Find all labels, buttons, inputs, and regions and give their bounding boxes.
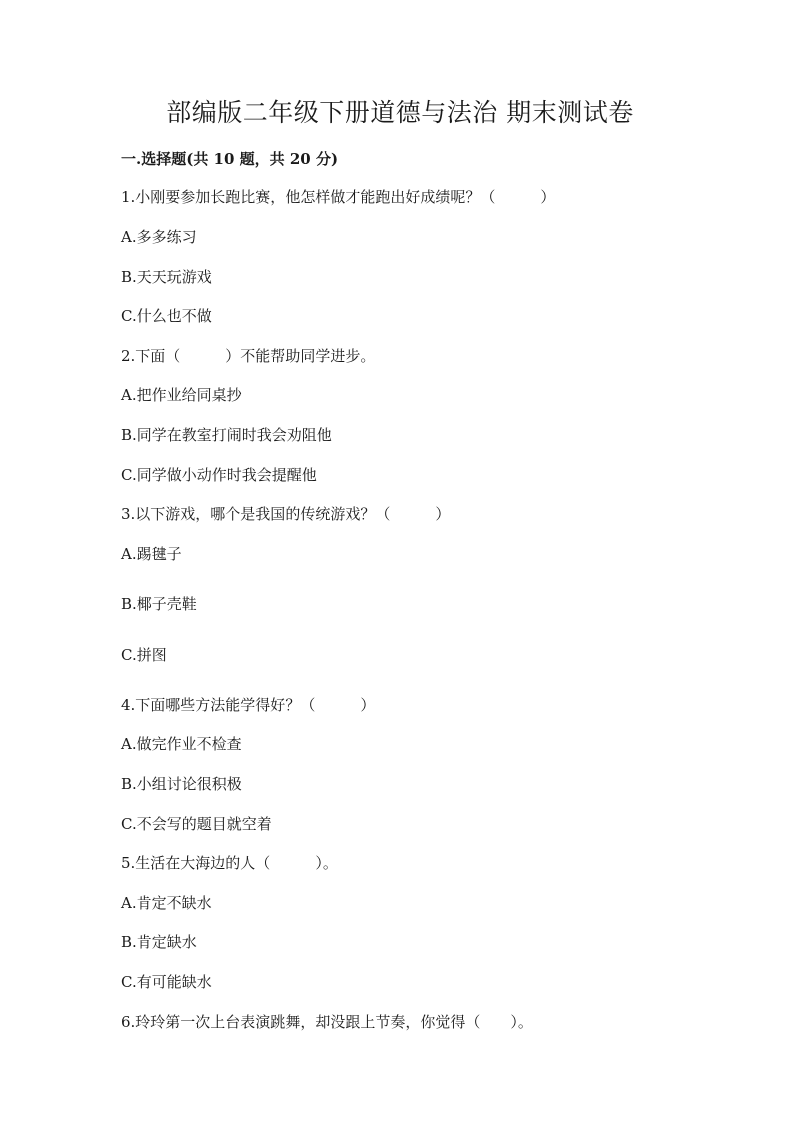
- question-1-option-a: A.多多练习: [121, 228, 197, 246]
- question-2-option-c: C.同学做小动作时我会提醒他: [121, 466, 317, 484]
- question-5-option-c: C.有可能缺水: [121, 973, 212, 991]
- question-3-option-b: B.椰子壳鞋: [121, 595, 197, 613]
- question-4-stem: 4.下面哪些方法能学得好？（ ）: [121, 696, 376, 714]
- question-1-option-c: C.什么也不做: [121, 307, 212, 325]
- question-5-option-a: A.肯定不缺水: [121, 894, 212, 912]
- document-title: 部编版二年级下册道德与法治 期末测试卷: [166, 98, 634, 127]
- question-1-stem: 1.小刚要参加长跑比赛，他怎样做才能跑出好成绩呢？（ ）: [121, 188, 556, 206]
- question-5-stem: 5.生活在大海边的人（ ）。: [121, 854, 338, 872]
- question-1-option-b: B.天天玩游戏: [121, 268, 212, 286]
- question-6-stem: 6.玲玲第一次上台表演跳舞，却没跟上节奏，你觉得（ ）。: [121, 1013, 533, 1031]
- section-heading: 一.选择题(共 10 题，共 20 分): [121, 150, 339, 168]
- question-4-option-c: C.不会写的题目就空着: [121, 815, 272, 833]
- question-4-option-b: B.小组讨论很积极: [121, 775, 242, 793]
- question-4-option-a: A.做完作业不检查: [121, 735, 242, 753]
- question-5-option-b: B.肯定缺水: [121, 933, 197, 951]
- question-3-option-a: A.踢毽子: [121, 545, 182, 563]
- question-2-stem: 2.下面（ ）不能帮助同学进步。: [121, 347, 376, 365]
- question-2-option-a: A.把作业给同桌抄: [121, 386, 242, 404]
- question-3-stem: 3.以下游戏，哪个是我国的传统游戏？（ ）: [121, 505, 451, 523]
- question-2-option-b: B.同学在教室打闹时我会劝阻他: [121, 426, 332, 444]
- question-3-option-c: C.拼图: [121, 646, 167, 664]
